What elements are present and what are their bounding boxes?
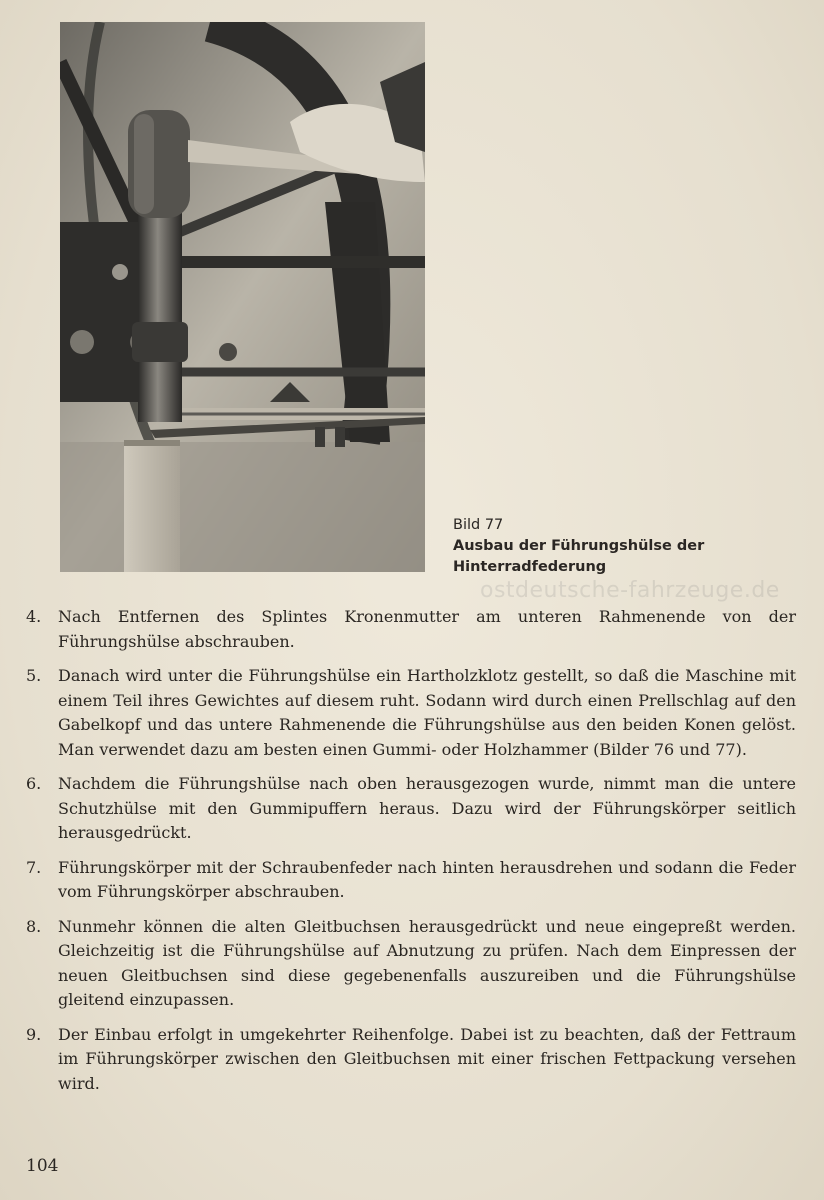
step-text: Führungskörper mit der Schraubenfeder nach hinten herausdrehen und sodann die Feder vom Führungskörper abschrauben. — [58, 857, 796, 901]
step-number: 5. — [26, 666, 42, 685]
step-text: Der Einbau erfolgt in umgekehrter Reihenfolge. Dabei ist zu beachten, daß der Fettraum im Führungskörper zwischen den Gleitbuchsen mit einer frischen Fettpackung versehen wird. — [58, 1024, 796, 1093]
list-item — [26, 605, 796, 654]
list-item — [26, 1023, 796, 1097]
step-number: 9. — [26, 1024, 42, 1044]
figure-title-line-1: Ausbau der Führungshülse der — [453, 538, 705, 554]
watermark: ostdeutsche-fahrzeuge.de — [480, 578, 780, 603]
figure-caption — [453, 515, 793, 578]
step-text: Nach Entfernen des Splintes Kronenmutter am unteren Rahmenende von der Führungshülse abschrauben. — [58, 607, 796, 651]
page-number: 104 — [26, 1156, 59, 1176]
step-text: Nachdem die Führungshülse nach oben herausgezogen wurde, nimmt man die untere Schutzhülse mit den Gummipuffern heraus. Dazu wird der Führungskörper seitlich herausgedrückt. — [58, 774, 796, 842]
list-item — [26, 664, 796, 762]
list-item — [26, 772, 796, 846]
step-number: 4. — [26, 607, 42, 626]
step-number: 8. — [26, 916, 42, 936]
list-item — [26, 915, 796, 1013]
instruction-list — [26, 605, 796, 1106]
figure-title-line-2: Hinterradfederung — [453, 559, 607, 575]
figure-photo — [60, 22, 425, 572]
figure-number: Bild 77 — [453, 517, 504, 533]
step-text: Danach wird unter die Führungshülse ein Hartholzklotz gestellt, so daß die Maschine mit einem Teil ihres Gewichtes auf diesem ruht. Sodann wird durch einen Prellschlag auf den Gabelkopf und das untere Rahmenende die Führungshülse aus den beiden Konen gelöst. Man verwendet dazu am besten einen Gummi- oder Holzhammer (Bilder 76 und 77). — [58, 666, 796, 759]
step-text: Nunmehr können die alten Gleitbuchsen herausgedrückt und neue eingepreßt werden. Gleichzeitig ist die Führungshülse auf Abnutzung zu prüfen. Nach dem Einpressen der neuen Gleitbuchsen sind diese gegebenenfalls auszureiben und die Führungshülse gleitend einzupassen. — [58, 916, 796, 1009]
list-item — [26, 856, 796, 905]
step-number: 7. — [26, 857, 42, 877]
step-number: 6. — [26, 774, 42, 793]
